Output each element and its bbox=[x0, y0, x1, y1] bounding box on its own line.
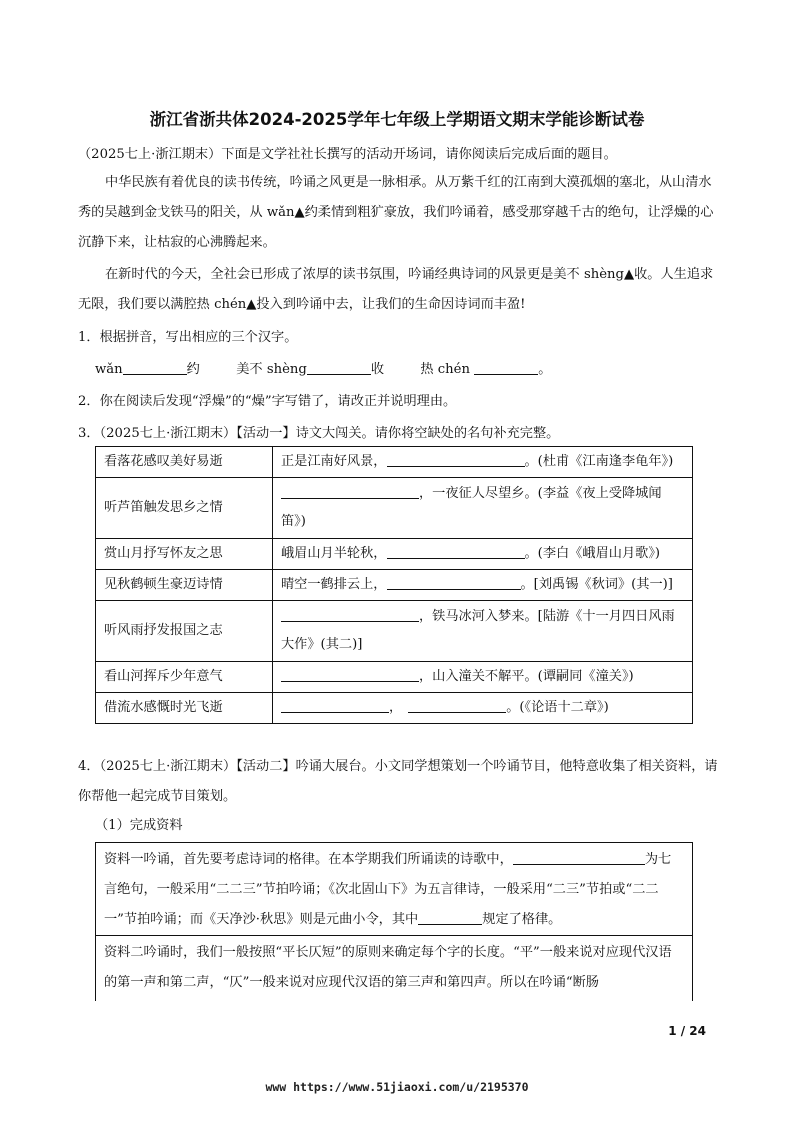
passage-paragraph-2: 在新时代的今天，全社会已形成了浓厚的读书氛围，吟诵经典诗词的风景更是美不 shèng▲收。人生追求无限，我们要以满腔热 chén▲投入到吟诵中去，让我们的生命因诗词而丰盈! bbox=[78, 267, 714, 312]
table-row bbox=[96, 601, 693, 662]
verse-pre: 晴空一鹤排云上， bbox=[281, 577, 387, 592]
verse-post: ，铁马冰河入梦来。[陆游《十一月四日风雨大作》(其二)] bbox=[281, 609, 675, 652]
verse-cell bbox=[273, 601, 693, 662]
exam-title: 浙江省浙共体2024-2025学年七年级上学期语文期末学能诊断试卷 bbox=[149, 110, 645, 129]
material-2-text: 资料二吟诵时，我们一般按照“平长仄短”的原则来确定每个字的长度。“平”一般来说对应现代汉语的第一声和第二声，“仄”一般来说对应现代汉语的第三声和第四声。所以在吟诵“断肠 bbox=[104, 945, 672, 990]
material-1-part-b: 为七言绝句，一般采用“二二三”节拍吟诵；《次北固山下》为五言律诗，一般采用“二三”节拍或“二二一”节拍吟诵；而《天净沙·秋思》则是元曲小令，其中 bbox=[104, 852, 672, 927]
theme-cell: 听风雨抒发报国之志 bbox=[96, 601, 273, 662]
verse-post: ，一夜征人尽望乡。(李益《夜上受降城闻笛》) bbox=[281, 486, 662, 529]
material-1-part-a: 资料一吟诵，首先要考虑诗词的格律。在本学期我们所诵读的诗歌中， bbox=[104, 852, 513, 867]
verse-pre: 峨眉山月半轮秋， bbox=[281, 546, 387, 561]
verse-cell bbox=[273, 693, 693, 724]
q1-blank-2[interactable] bbox=[307, 360, 371, 375]
verse-post: 。(杜甫《江南逢李龟年》) bbox=[524, 454, 674, 469]
q1-pinyin-3: 热 chén bbox=[420, 362, 470, 377]
poem-fill-table bbox=[95, 446, 693, 724]
theme-cell: 看落花感叹美好易逝 bbox=[96, 447, 273, 478]
verse-blank[interactable] bbox=[281, 484, 419, 499]
theme-cell: 赏山月抒写怀友之思 bbox=[96, 539, 273, 570]
q1-suffix-3: 。 bbox=[538, 362, 552, 377]
material-1-blank-1[interactable] bbox=[513, 850, 645, 865]
question-2-stem: 2．你在阅读后发现“浮燥”的“燥”字写错了，请改正并说明理由。 bbox=[78, 394, 457, 409]
theme-cell: 听芦笛触发思乡之情 bbox=[96, 478, 273, 539]
material-2-box bbox=[95, 935, 693, 1001]
question-4-sub1: （1）完成资料 bbox=[95, 818, 183, 833]
verse-post: 。(《论语十二章》) bbox=[506, 700, 609, 715]
question-1-answers bbox=[95, 358, 551, 377]
verse-blank[interactable] bbox=[408, 698, 506, 713]
q1-suffix-1: 约 bbox=[186, 362, 200, 377]
table-row bbox=[96, 478, 693, 539]
table-row bbox=[96, 662, 693, 693]
q1-pinyin-2: 美不 shèng bbox=[236, 362, 307, 377]
verse-blank[interactable] bbox=[281, 607, 419, 622]
verse-blank[interactable] bbox=[387, 452, 525, 467]
table-row bbox=[96, 570, 693, 601]
q1-blank-1[interactable] bbox=[123, 360, 187, 375]
verse-post: 。(李白《峨眉山月歌》) bbox=[524, 546, 661, 561]
material-1-part-c: 规定了格律。 bbox=[482, 912, 562, 927]
question-3-stem: 3．（2025七上·浙江期末）【活动一】诗文大闯关。请你将空缺处的名句补充完整。 bbox=[78, 426, 560, 441]
verse-cell bbox=[273, 662, 693, 693]
q1-pinyin-1: wǎn bbox=[95, 362, 123, 377]
verse-post: 。[刘禹锡《秋词》(其一)] bbox=[520, 577, 673, 592]
q1-blank-3[interactable] bbox=[474, 360, 538, 375]
question-1-stem: 1．根据拼音，写出相应的三个汉字。 bbox=[78, 330, 298, 345]
verse-blank[interactable] bbox=[281, 667, 419, 682]
footer-watermark: www https://www.51jiaoxi.com/u/2195370 bbox=[265, 1080, 529, 1094]
table-row bbox=[96, 447, 693, 478]
material-1-box bbox=[95, 842, 693, 936]
page-number: 1 / 24 bbox=[668, 1024, 706, 1038]
table-row bbox=[96, 693, 693, 724]
verse-blank[interactable] bbox=[387, 544, 525, 559]
passage-paragraph-1: 中华民族有着优良的读书传统，吟诵之风更是一脉相承。从万紫千红的江南到大漠孤烟的塞北，从山清水秀的吴越到金戈铁马的阳关，从 wǎn▲约柔情到粗犷豪放，我们吟诵着，感受那穿越千古的绝句，让浮燥的心沉静下来，让枯寂的心沸腾起来。 bbox=[78, 175, 714, 250]
theme-cell: 看山河挥斥少年意气 bbox=[96, 662, 273, 693]
intro-text: （2025七上·浙江期末）下面是文学社社长撰写的活动开场词，请你阅读后完成后面的题目。 bbox=[78, 147, 617, 162]
verse-blank[interactable] bbox=[281, 698, 389, 713]
q1-suffix-2: 收 bbox=[370, 362, 385, 377]
verse-cell bbox=[273, 478, 693, 539]
verse-cell bbox=[273, 570, 693, 601]
material-1-blank-2[interactable] bbox=[418, 910, 482, 925]
verse-blank[interactable] bbox=[387, 575, 521, 590]
verse-mid: ， bbox=[389, 700, 403, 715]
theme-cell: 借流水感慨时光飞逝 bbox=[96, 693, 273, 724]
verse-cell bbox=[273, 447, 693, 478]
verse-cell bbox=[273, 539, 693, 570]
verse-post: ，山入潼关不解平。(谭嗣同《潼关》) bbox=[419, 669, 634, 684]
theme-cell: 见秋鹤顿生豪迈诗情 bbox=[96, 570, 273, 601]
question-4-stem: 4．（2025七上·浙江期末）【活动二】吟诵大展台。小文同学想策划一个吟诵节目，他特意收集了相关资料，请你帮他一起完成节目策划。 bbox=[78, 759, 718, 804]
table-row bbox=[96, 539, 693, 570]
verse-pre: 正是江南好风景， bbox=[281, 454, 387, 469]
